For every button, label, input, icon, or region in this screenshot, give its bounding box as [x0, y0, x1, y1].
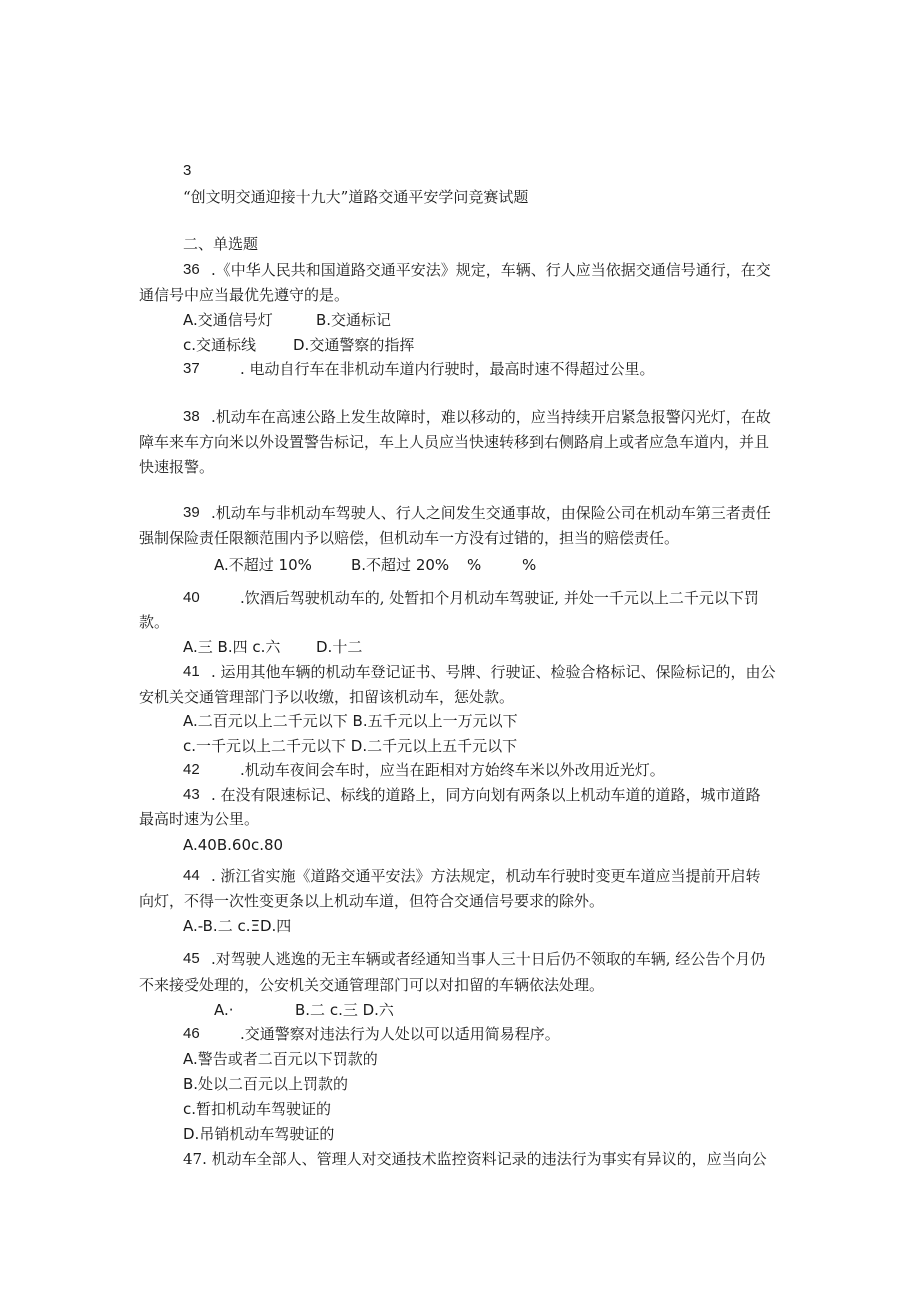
question-36-text-cont: 通信号中应当最优先遵守的是。 [139, 286, 350, 304]
question-number-38: 38 [183, 408, 200, 425]
question-43-text-cont: 最高时速为公里。 [139, 810, 260, 828]
question-number-42: 42 [183, 761, 200, 778]
question-number-36: 36 [183, 261, 200, 278]
question-39-option-a: A.不超过 10% [214, 556, 312, 574]
question-39-text-cont: 强制保险责任限额范围内予以赔偿，但机动车一方没有过错的，担当的赔偿责任。 [139, 529, 680, 547]
question-36-text: .《中华人民共和国道路交通平安法》规定，车辆、行人应当依据交通信号通行，在交 [211, 261, 771, 279]
document-title: “创文明交通迎接十九大”道路交通平安学问竞赛试题 [183, 188, 529, 206]
question-46-option-d: D.吊销机动车驾驶证的 [183, 1125, 335, 1143]
question-number-43: 43 [183, 786, 200, 803]
question-45-text: .对驾驶人逃逸的无主车辆或者经通知当事人三十日后仍不领取的车辆, 经公告个月仍 [211, 950, 766, 968]
question-number-41: 41 [183, 663, 200, 680]
question-45-option-a: A.· [214, 1001, 234, 1019]
section-title: 二、单选题 [183, 235, 259, 253]
question-43-text: . 在没有限速标记、标线的道路上，同方向划有两条以上机动车道的道路，城市道路 [211, 786, 761, 804]
question-45-options-bcd: B.二 c.三 D.六 [295, 1001, 394, 1019]
question-40-options: A.三 B.四 c.六 [183, 638, 281, 656]
question-39-option-c: % [467, 556, 482, 574]
question-36-option-b: B.交通标记 [316, 311, 392, 329]
question-number-37: 37 [183, 360, 200, 377]
question-36-option-a: A.交通信号灯 [183, 311, 273, 329]
question-number-45: 45 [183, 950, 200, 967]
question-38-text: .机动车在高速公路上发生故障时，难以移动的，应当持续开启紧急报警闪光灯，在故 [211, 408, 771, 426]
question-number-40: 40 [183, 589, 200, 606]
page-number: 3 [183, 162, 192, 179]
question-40-text-cont: 款。 [139, 613, 170, 631]
question-36-option-c: c.交通标线 [183, 336, 257, 354]
question-number-39: 39 [183, 504, 200, 521]
question-46-option-a: A.警告或者二百元以下罚款的 [183, 1050, 378, 1068]
question-37-text: . 电动自行车在非机动车道内行驶时，最高时速不得超过公里。 [240, 360, 655, 378]
question-46-text: .交通警察对违法行为人处以可以适用简易程序。 [240, 1025, 560, 1043]
question-41-text-cont: 安机关交通管理部门予以收缴，扣留该机动车，惩处款。 [139, 688, 515, 706]
question-41-options-cd: c.一千元以上二千元以下 D.二千元以上五千元以下 [183, 737, 518, 755]
question-40-text: .饮酒后驾驶机动车的, 处暂扣个月机动车驾驶证, 并处一千元以上二千元以下罚 [240, 589, 759, 607]
question-46-option-b: B.处以二百元以上罚款的 [183, 1075, 349, 1093]
question-47-text: 47. 机动车全部人、管理人对交通技术监控资料记录的违法行为事实有异议的，应当向公 [183, 1150, 767, 1168]
question-40-option-d: D.十二 [316, 638, 363, 656]
question-42-text: .机动车夜间会车时，应当在距相对方始终车米以外改用近光灯。 [240, 761, 665, 779]
question-number-46: 46 [183, 1025, 200, 1042]
question-46-option-c: c.暂扣机动车驾驶证的 [183, 1100, 332, 1118]
question-41-options-ab: A.二百元以上二千元以下 B.五千元以上一万元以下 [183, 712, 518, 730]
question-38-text-end: 快速报警。 [139, 458, 215, 476]
question-39-option-d: % [522, 556, 537, 574]
question-45-text-cont: 不来接受处理的，公安机关交通管理部门可以对扣留的车辆依法处理。 [139, 976, 605, 994]
question-39-text: .机动车与非机动车驾驶人、行人之间发生交通事故，由保险公司在机动车第三者责任 [211, 504, 771, 522]
question-43-options: A.40B.60c.80 [183, 836, 284, 854]
question-44-options: A.-B.二 c.ΞD.四 [183, 917, 292, 935]
question-36-option-d: D.交通警察的指挥 [293, 336, 415, 354]
question-44-text: . 浙江省实施《道路交通平安法》方法规定，机动车行驶时变更车道应当提前开启转 [211, 867, 761, 885]
question-44-text-cont: 向灯，不得一次性变更条以上机动车道，但符合交通信号要求的除外。 [139, 892, 605, 910]
question-number-44: 44 [183, 867, 200, 884]
question-41-text: . 运用其他车辆的机动车登记证书、号牌、行驶证、检验合格标记、保险标记的，由公 [211, 663, 776, 681]
question-38-text-cont: 障车来车方向米以外设置警告标记，车上人员应当快速转移到右侧路肩上或者应急车道内，并且 [139, 433, 770, 451]
question-39-option-b: B.不超过 20% [351, 556, 450, 574]
